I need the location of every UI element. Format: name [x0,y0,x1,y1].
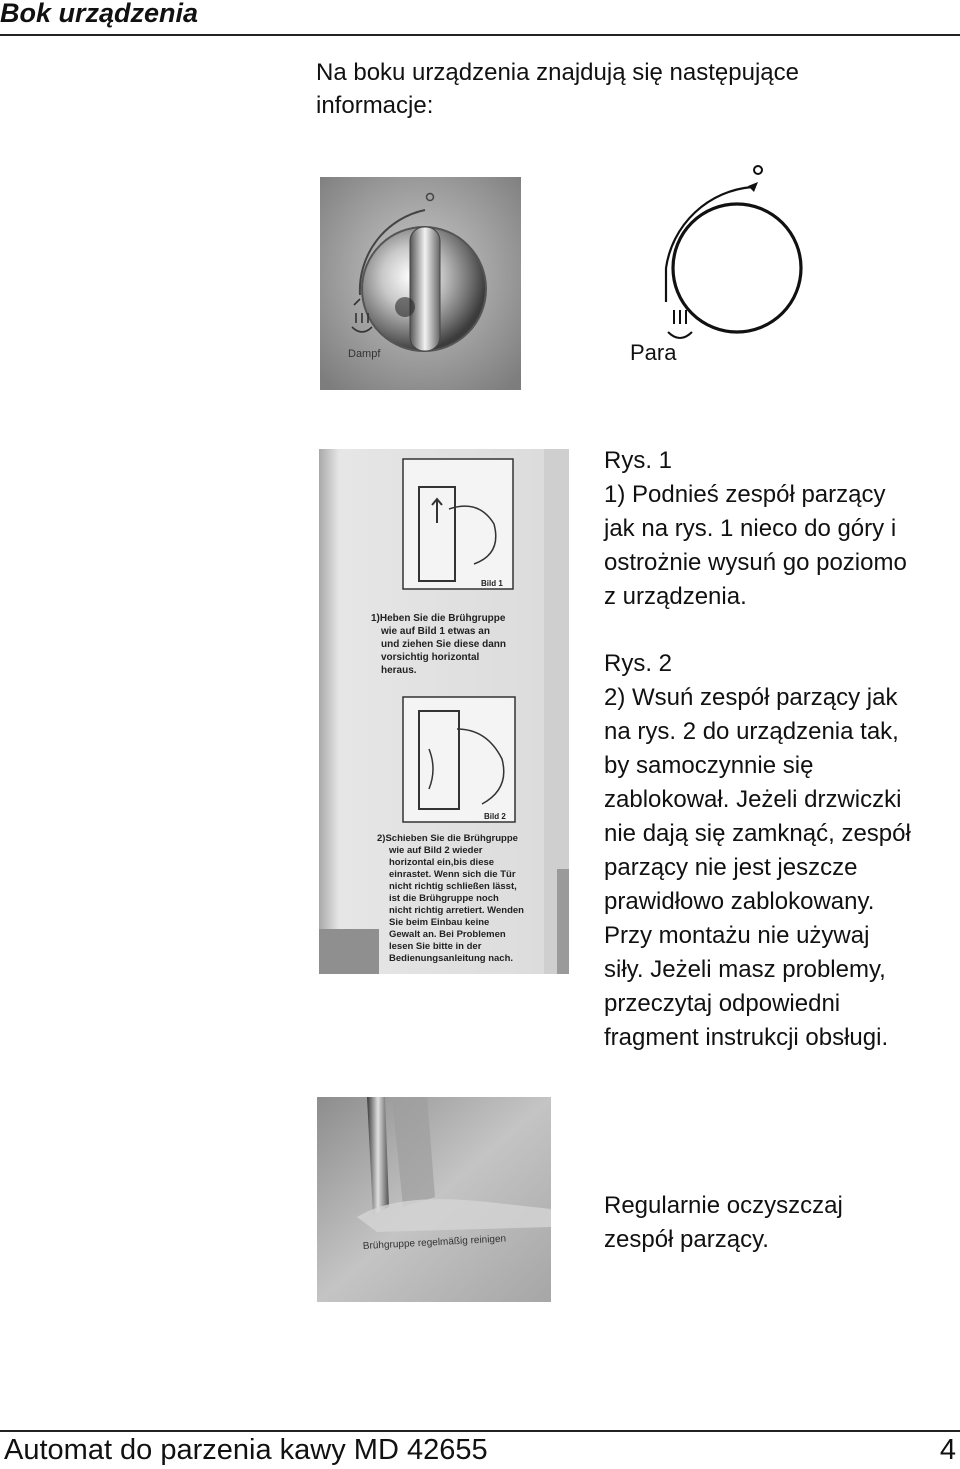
step1-line: und ziehen Sie diese dann [381,639,507,650]
footer-divider [0,1430,960,1432]
cleaning-label-photo [317,1097,551,1302]
steam-label: Para [630,340,677,365]
steam-icon [668,310,692,338]
product-title: Automat do parzenia kawy MD 42655 [4,1434,488,1466]
page-number: 4 [939,1434,956,1466]
figure2-line: 2) Wsuń zespół parzący jak [604,684,898,711]
bild1-label: Bild 1 [481,579,503,588]
figure2-line: prawidłowo zablokowany. [604,888,875,915]
bild2-label: Bild 2 [484,812,506,821]
step2-line: nicht richtig arretiert. Wenden [389,905,524,916]
step2-line: Bedienungsanleitung nach. [389,953,514,964]
brew-group-label-photo [319,449,569,974]
step1-line: heraus. [381,665,417,676]
figure1-line: jak na rys. 1 nieco do góry i [604,515,897,542]
cleaning-line: zespół parzący. [604,1226,769,1253]
steam-knob-photo [320,177,521,390]
intro-text: Na boku urządzenia znajdują się następujące informacje: [316,59,799,119]
figure1-title: Rys. 1 [604,447,673,474]
figure2-line: by samoczynnie się [604,752,814,779]
cleaning-photo-label: Brühgruppe regelmäßig reinigen [362,1233,507,1252]
cleaning-instructions [604,1189,960,1257]
step2-line: Sie beim Einbau keine [389,917,490,928]
off-marker-icon [754,166,762,174]
figure2-line: Przy montażu nie używaj [604,922,870,949]
knob-outline-icon [673,204,801,332]
figure1-line: z urządzenia. [604,583,747,610]
step2-line: 2)Schieben Sie die Brühgruppe [377,833,518,844]
step1-line: 1)Heben Sie die Brühgruppe [371,613,506,624]
figure2-line: nie dają się zamknąć, zespół [604,820,911,847]
figure2-title: Rys. 2 [604,650,673,677]
step1-line: vorsichtig horizontal [381,652,480,663]
step2-line: horizontal ein,bis diese [389,857,495,868]
figure1-line: 1) Podnieś zespół parzący [604,481,886,508]
page-header [0,0,960,36]
step2-line: Gewalt an. Bei Problemen [389,929,506,940]
figure1-instructions [604,444,960,614]
step2-line: lesen Sie bitte in der [389,941,482,952]
knob-photo-label: Dampf [348,348,381,360]
header-divider [0,34,960,36]
figure2-instructions [604,647,960,1055]
step2-line: wie auf Bild 2 wieder [389,845,483,856]
figure2-line: przeczytaj odpowiedni [604,990,841,1017]
figure2-line: siły. Jeżeli masz problemy, [604,956,886,983]
figure1-line: ostrożnie wysuń go poziomo [604,549,907,576]
step2-line: ist die Brühgruppe noch [389,893,499,904]
step1-line: wie auf Bild 1 etwas an [381,626,490,637]
figure2-line: fragment instrukcji obsługi. [604,1024,889,1051]
figure2-line: na rys. 2 do urządzenia tak, [604,718,899,745]
steam-knob-diagram [620,160,820,370]
cleaning-line: Regularnie oczyszczaj [604,1192,843,1219]
step2-line: nicht richtig schließen lässt, [389,881,517,892]
figure2-line: parzący nie jest jeszcze [604,854,858,881]
figure2-line: zablokował. Jeżeli drzwiczki [604,786,902,813]
section-title: Bok urządzenia [0,0,199,28]
step2-line: einrastet. Wenn sich die Tür [389,869,516,880]
page-footer [0,1430,960,1469]
